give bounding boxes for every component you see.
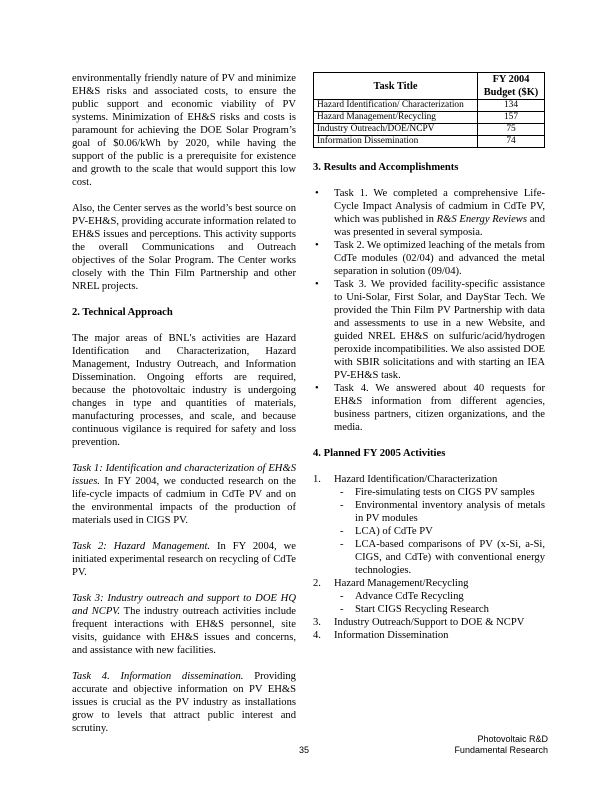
intro-paragraph: environmentally friendly nature of PV and minimize EH&S risks and associated costs, to ensure the public support and economic viability of PV systems. Minimization of EH&S risks and costs is paramount for achieving the DOE Solar Program’s goal of $0.06/kWh by 2020, while having the support of the public is a prerequisite for existence and growth to the scale that would support this low cost. (72, 73, 296, 188)
task1-paragraph (72, 462, 296, 527)
sub-list-item: - LCA-based comparisons of PV (x-Si, a-Si, CIGS, and CdTe) with conventional energy technologies. (340, 539, 545, 576)
list-item: • Task 4. We answered about 40 requests for EH&S information from different agencies, business partners, citizen organizations, and the media. (315, 383, 545, 433)
list-item: • Task 3. We provided facility-specific assistance to Uni-Solar, First Solar, and DayStar Tech. We provided the Thin Film PV Partnership with data and assessments to use in a new Website, and guided NREL EH&S on sulfuric/acid/hydrogen peroxide incompatibilities. We also assisted DOE with SBIR solicitations and with starting an IEA PV-EH&S task. (315, 279, 545, 381)
center-role-paragraph: Also, the Center serves as the world’s best source on PV-EH&S, providing accurate information related to EH&S issues and perceptions. This activity supports the overall Communications and Outreach objectives of the Solar Program. The Center works closely with the Thin Film Partnership and other NREL projects. (72, 203, 296, 292)
list-item: • Task 1. We completed a comprehensive Life-Cycle Impact Analysis of cadmium in CdTe PV, which was published in R&S Energy Reviews and was presented in several symposia. (315, 188, 545, 238)
results-list (313, 187, 545, 434)
sub-list (334, 590, 545, 616)
list-item: • Task 2. We optimized leaching of the metals from CdTe modules (02/04) and advanced the metal separation in solution (09/04). (315, 240, 545, 277)
table-row (314, 124, 545, 136)
approach-paragraph: The major areas of BNL's activities are Hazard Identification and Characterization, Hazard Management, Industry Outreach, and Information Dissemination. Ongoing efforts are required, because the photovoltaic industry is undergoing changes in type and quantities of materials, manufacturing processes, and scale, and because continuous vigilance is required for safety and loss prevention. (72, 333, 296, 448)
bullet-icon: • (315, 279, 319, 290)
task2-text: In FY 2004, we initiated experimental research on recycling of CdTe PV. (72, 541, 296, 578)
list-item: 3. Industry Outreach/Support to DOE & NCPV (313, 617, 525, 628)
budget-table (313, 72, 545, 148)
footer-label (454, 734, 548, 756)
task4-title: Task 4. Information dissemination. (72, 671, 244, 682)
footer-line-1: Photovoltaic R&D (477, 734, 548, 744)
sub-list (334, 486, 545, 577)
activities-list (313, 473, 545, 642)
section-heading-results: 3. Results and Accomplishments (313, 162, 459, 173)
task1-title: Task 1: Identification and characterization of EH&S issues. (72, 463, 296, 487)
journal-title: R&S Energy Reviews (436, 214, 527, 225)
task3-title: Task 3: Industry outreach and support to DOE HQ and NCPV. (72, 593, 296, 617)
task2-title: Task 2: Hazard Management. (72, 541, 211, 552)
bullet-icon: • (315, 188, 319, 199)
sub-list-item: - Fire-simulating tests on CIGS PV samples (340, 487, 535, 498)
header-budget: FY 2004 Budget ($K) (478, 73, 545, 100)
list-item: 4. Information Dissemination (313, 630, 449, 641)
row-task-title: Industry Outreach/DOE/NCPV (314, 124, 478, 136)
table-row (314, 136, 545, 148)
row-budget: 134 (478, 100, 545, 112)
list-item: 1. Hazard Identification/Characterization - Fire-simulating tests on CIGS PV samples - Environmental inventory analysis of metals in PV modules - LCA) of CdTe PV - LCA-based comparisons of PV (x-Si, a-Si, CIGS, and CdTe) with conventional energy technologies. (313, 474, 545, 576)
section-heading-planned-activities: 4. Planned FY 2005 Activities (313, 448, 446, 459)
row-budget: 75 (478, 124, 545, 136)
row-task-title: Hazard Identification/ Characterization (314, 100, 478, 112)
task1-text: In FY 2004, we conducted research on the life-cycle impacts of cadmium in CdTe PV and on the environmental impacts of the production of materials used in CIGS PV. (72, 476, 296, 526)
row-budget: 157 (478, 112, 545, 124)
sub-list-item: - Start CIGS Recycling Research (340, 604, 489, 615)
row-task-title: Information Dissemination (314, 136, 478, 148)
task4-text: Providing accurate and objective information on PV EH&S issues is crucial as the PV industry as installations grow to levels that attract public interest and scrutiny. (72, 671, 296, 734)
task3-text: The industry outreach activities include frequent interactions with EH&S personnel, site visits, guidance with EH&S issues and concerns, and assistance with new facilities. (72, 606, 296, 656)
task4-paragraph (72, 670, 296, 735)
list-item: 2. Hazard Management/Recycling - Advance CdTe Recycling - Start CIGS Recycling Research (313, 577, 545, 616)
sub-list-item: - LCA) of CdTe PV (340, 526, 433, 537)
page-number: 35 (299, 745, 310, 755)
bullet-icon: • (315, 383, 319, 394)
task3-paragraph (72, 592, 296, 657)
row-task-title: Hazard Management/Recycling (314, 112, 478, 124)
footer-line-2: Fundamental Research (454, 745, 548, 755)
header-task-title: Task Title (314, 73, 478, 100)
right-column (313, 72, 545, 642)
task2-paragraph (72, 540, 296, 579)
section-heading-technical-approach: 2. Technical Approach (72, 307, 173, 318)
row-budget: 74 (478, 136, 545, 148)
table-row (314, 112, 545, 124)
sub-list-item: - Advance CdTe Recycling (340, 591, 464, 602)
left-column (72, 72, 296, 748)
table-header-row (314, 73, 545, 100)
sub-list-item: - Environmental inventory analysis of metals in PV modules (340, 500, 545, 524)
bullet-icon: • (315, 240, 319, 251)
table-row (314, 100, 545, 112)
